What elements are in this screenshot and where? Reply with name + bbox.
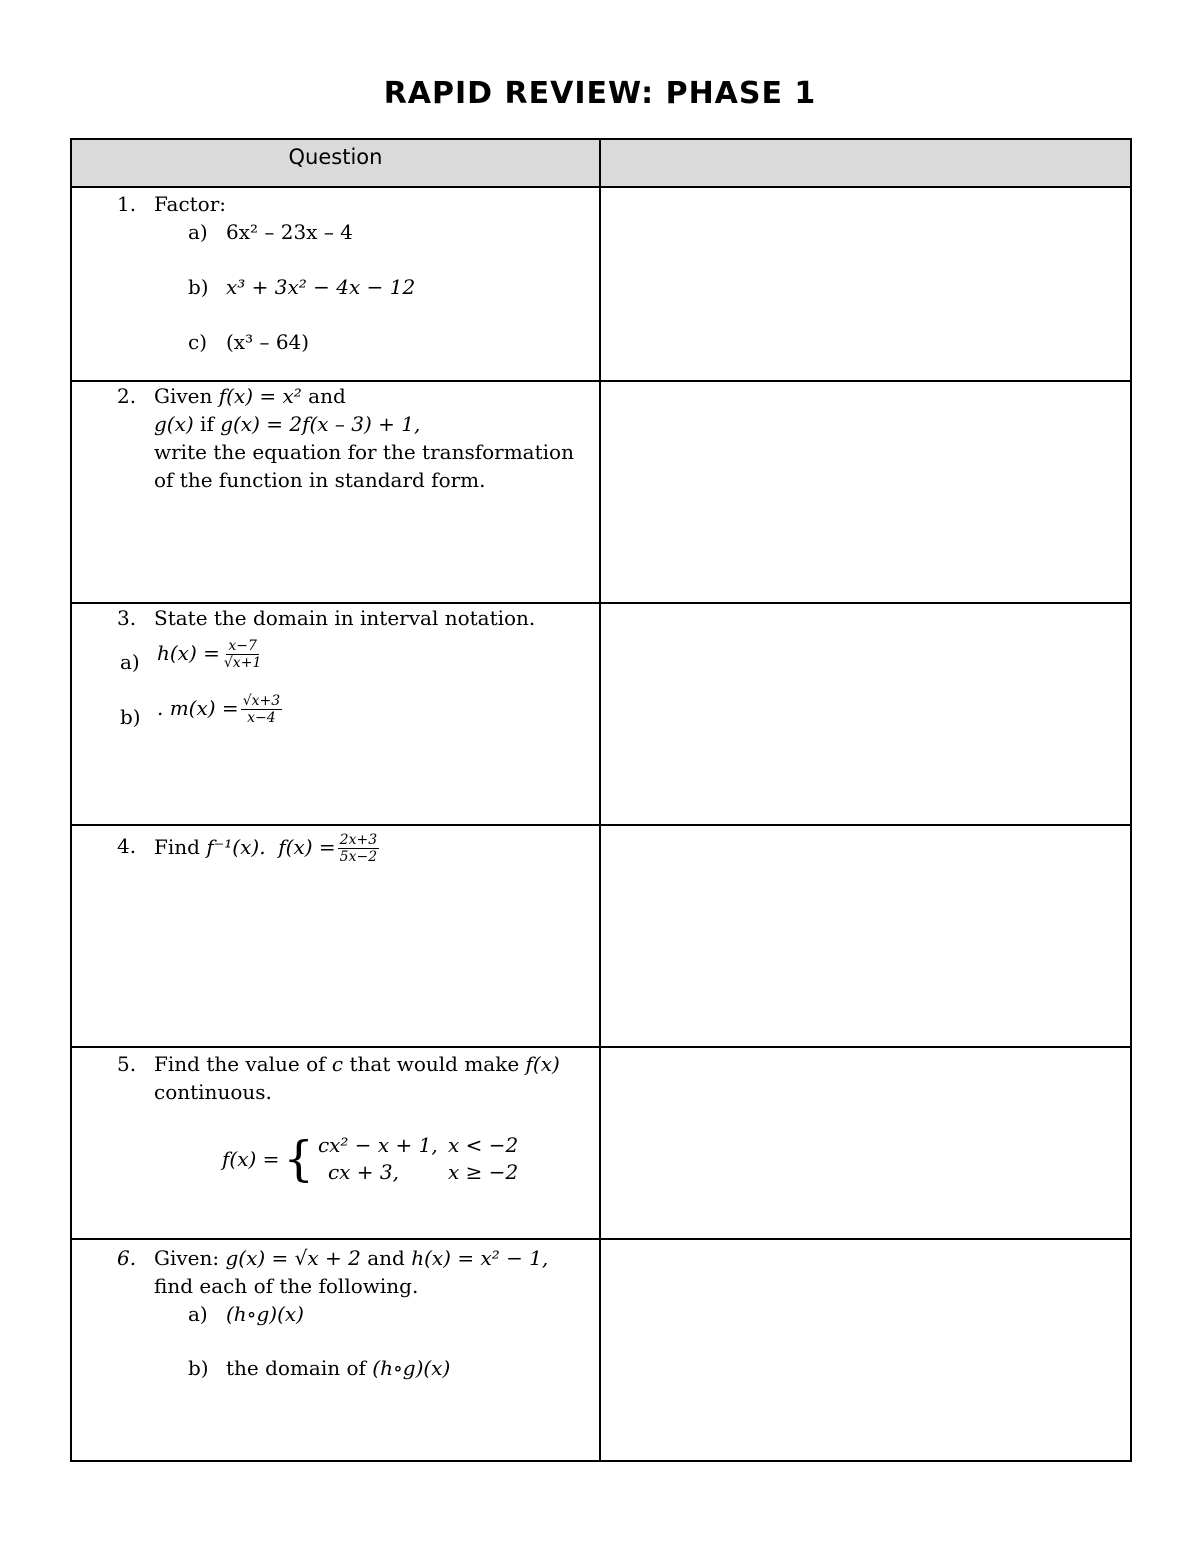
text-fragment: and bbox=[360, 1246, 412, 1270]
piece-expression: cx² − x + 1, bbox=[317, 1133, 438, 1157]
question-cell-5 bbox=[71, 1047, 600, 1239]
answer-cell-1[interactable] bbox=[600, 187, 1131, 381]
question-number: 2. bbox=[117, 384, 137, 408]
denominator: x−4 bbox=[247, 710, 276, 726]
function-expression: x² bbox=[282, 384, 302, 408]
expression-1b: x³ + 3x² − 4x − 12 bbox=[226, 275, 416, 299]
question-cell-3 bbox=[71, 603, 600, 825]
part-label: b) bbox=[120, 705, 141, 729]
question-text: State the domain in interval notation. bbox=[154, 606, 536, 630]
function-g: g(x) bbox=[154, 412, 194, 436]
answer-cell-3[interactable] bbox=[600, 603, 1131, 825]
part-label: c) bbox=[188, 330, 208, 354]
text-fragment: Given: bbox=[154, 1246, 226, 1270]
question-cell-6 bbox=[71, 1239, 600, 1461]
question-cell-4 bbox=[71, 825, 600, 1047]
function-f: f(x) = bbox=[278, 835, 336, 859]
brace-icon: { bbox=[283, 1131, 314, 1187]
function-f: f(x) bbox=[525, 1052, 560, 1076]
question-row-2 bbox=[71, 381, 1131, 603]
inverse-function: f⁻¹(x). bbox=[206, 835, 266, 859]
question-text: of the function in standard form. bbox=[154, 468, 486, 492]
piece-row bbox=[318, 1159, 518, 1186]
composition-expression: (h∘g)(x) bbox=[372, 1356, 451, 1380]
fraction-3a bbox=[222, 638, 263, 671]
question-text: write the equation for the transformation bbox=[154, 440, 574, 464]
part-label: a) bbox=[188, 1302, 208, 1326]
numerator: 2x+3 bbox=[339, 832, 378, 848]
text-fragment: that would make bbox=[343, 1052, 526, 1076]
text-fragment: Find the value of bbox=[154, 1052, 332, 1076]
question-number: 1. bbox=[117, 192, 137, 216]
function-f: f(x) = bbox=[222, 1147, 280, 1171]
question-row-6 bbox=[71, 1239, 1131, 1461]
constant-c: c bbox=[331, 1052, 344, 1076]
question-text: continuous. bbox=[154, 1080, 272, 1104]
numerator: √x+3 bbox=[242, 693, 281, 709]
question-text: Find bbox=[154, 835, 207, 859]
part-label: a) bbox=[188, 220, 208, 244]
transformation-equation: g(x) = 2f(x – 3) + 1, bbox=[220, 412, 421, 436]
part-label: b) bbox=[188, 275, 209, 299]
answer-column-header bbox=[600, 139, 1131, 187]
text-fragment: and bbox=[301, 384, 346, 408]
piece-condition: x ≥ −2 bbox=[447, 1160, 519, 1184]
numerator: x−7 bbox=[228, 638, 257, 654]
question-number: 3. bbox=[117, 606, 137, 630]
question-number: 5. bbox=[117, 1052, 137, 1076]
answer-cell-4[interactable] bbox=[600, 825, 1131, 1047]
question-row-4 bbox=[71, 825, 1131, 1047]
question-number: 6. bbox=[117, 1246, 137, 1270]
function-h: h(x) = x² − 1, bbox=[411, 1246, 549, 1270]
question-number: 4. bbox=[117, 834, 137, 858]
question-column-header: Question bbox=[71, 139, 600, 187]
denominator: √x+1 bbox=[223, 655, 262, 671]
review-table bbox=[70, 138, 1132, 1462]
expression-1c: (x³ – 64) bbox=[226, 330, 310, 354]
page-title: RAPID REVIEW: PHASE 1 bbox=[383, 76, 817, 111]
question-row-5 bbox=[71, 1047, 1131, 1239]
question-text: find each of the following. bbox=[154, 1274, 419, 1298]
question-row-3 bbox=[71, 603, 1131, 825]
denominator: 5x−2 bbox=[339, 849, 378, 865]
fraction-4 bbox=[338, 832, 379, 865]
question-row-1 bbox=[71, 187, 1131, 381]
text-fragment: Given bbox=[154, 384, 219, 408]
piece-expression: cx + 3, bbox=[327, 1160, 399, 1184]
function-g: g(x) = √x + 2 bbox=[225, 1246, 361, 1270]
piece-row bbox=[318, 1132, 518, 1159]
question-text: Factor: bbox=[154, 192, 227, 216]
header-row bbox=[71, 139, 1131, 187]
expression-1a: 6x² – 23x – 4 bbox=[226, 220, 353, 244]
answer-cell-6[interactable] bbox=[600, 1239, 1131, 1461]
answer-cell-2[interactable] bbox=[600, 381, 1131, 603]
function-h: h(x) = bbox=[157, 641, 220, 665]
part-label: b) bbox=[188, 1356, 209, 1380]
fraction-3b bbox=[241, 693, 282, 726]
function-m: . m(x) = bbox=[157, 696, 239, 720]
piecewise-function bbox=[72, 1132, 599, 1186]
text-fragment: = bbox=[253, 384, 283, 408]
question-cell-1 bbox=[71, 187, 600, 381]
answer-cell-5[interactable] bbox=[600, 1047, 1131, 1239]
composition-expression: (h∘g)(x) bbox=[226, 1302, 304, 1326]
part-label: a) bbox=[120, 650, 140, 674]
piece-condition: x < −2 bbox=[447, 1133, 519, 1157]
text-fragment: if bbox=[193, 412, 221, 436]
text-fragment: the domain of bbox=[226, 1356, 373, 1380]
function-f: f(x) bbox=[218, 384, 254, 408]
question-cell-2 bbox=[71, 381, 600, 603]
